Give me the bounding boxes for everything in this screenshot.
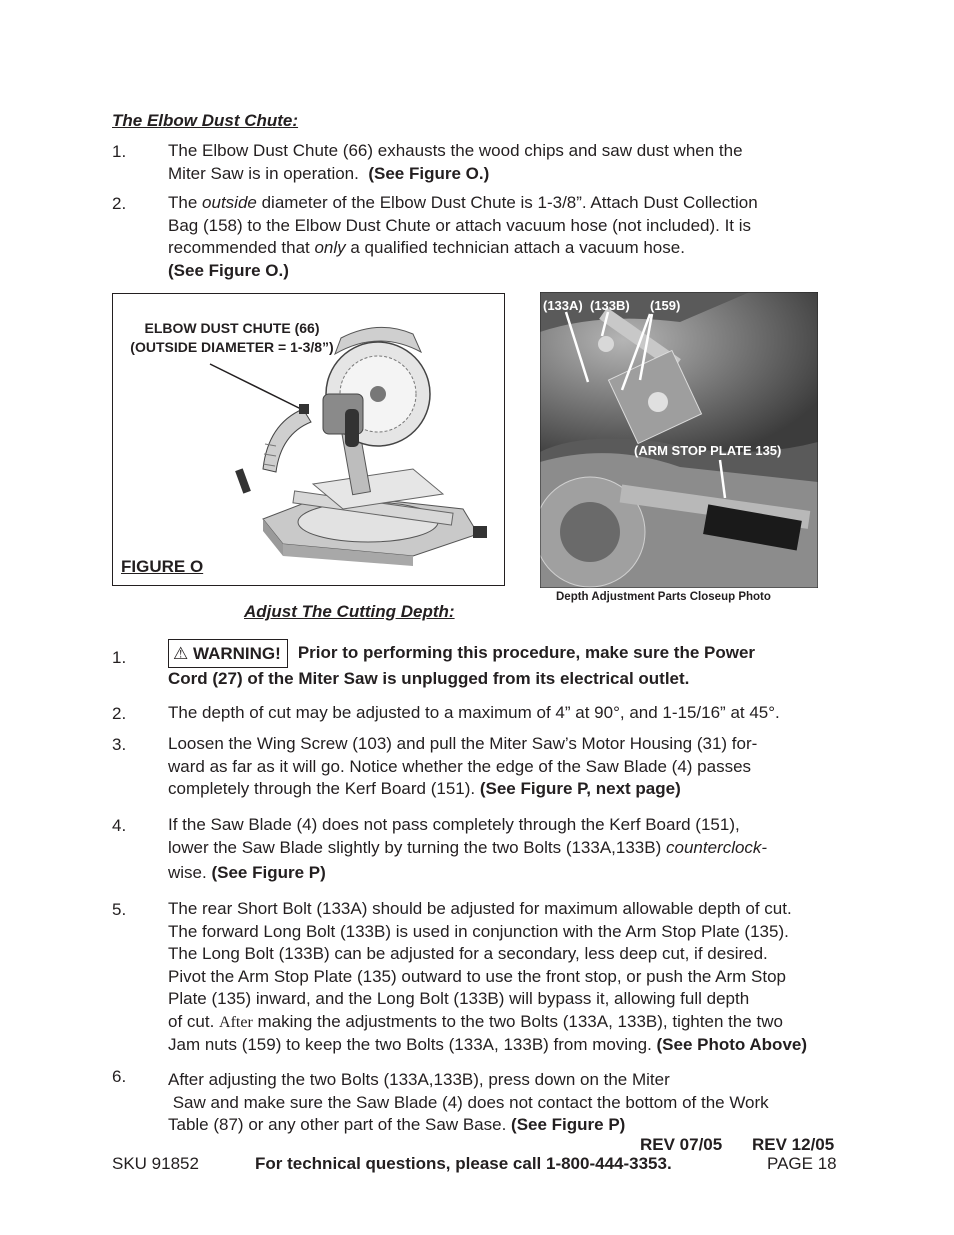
list-item-text xyxy=(168,733,878,801)
emphasis: counterclock- xyxy=(666,837,768,857)
tech-support-line: For technical questions, please call 1-800-444-3353. xyxy=(255,1154,672,1173)
text-segment: diameter of the Elbow Dust Chute is 1-3/8”. Attach Dust Collection xyxy=(256,193,758,212)
figure-reference: (See Figure P, next page) xyxy=(479,779,681,798)
text-line: ward as far as it will go. Notice whether the edge of the Saw Blade (4) passes xyxy=(168,756,752,776)
list-number: 4. xyxy=(112,816,127,835)
list-item-text xyxy=(168,814,878,885)
figure-reference: (See Figure P) xyxy=(511,1115,626,1134)
photo-caption: Depth Adjustment Parts Closeup Photo xyxy=(556,591,771,603)
list-item-text xyxy=(168,702,878,725)
revision-1: REV 07/05 xyxy=(640,1135,723,1154)
text-segment: Miter Saw is in operation. xyxy=(168,163,359,183)
list-number: 2. xyxy=(112,704,127,723)
text-segment: After xyxy=(219,1013,253,1031)
warning-text: Prior to performing this procedure, make sure the Power xyxy=(297,643,756,662)
text-line xyxy=(168,1011,878,1035)
list-item-text xyxy=(168,140,878,185)
text-line xyxy=(168,1114,878,1137)
figure-reference: (See Figure O.) xyxy=(368,163,490,183)
text-line: The rear Short Bolt (133A) should be adjusted for maximum allowable depth of cut. xyxy=(168,899,792,918)
text-line xyxy=(168,163,878,186)
list-number: 2. xyxy=(112,194,127,213)
list-item-text xyxy=(168,192,878,282)
figure-reference: (See Figure O.) xyxy=(168,260,289,280)
figure-o-caption: FIGURE O xyxy=(121,557,204,576)
text-segment: of cut. xyxy=(168,1011,220,1031)
text-segment: wise. xyxy=(168,863,212,882)
text-segment: recommended that xyxy=(168,238,315,257)
photo-label-133b: (133B) xyxy=(590,298,630,313)
text-line: Saw and make sure the Saw Blade (4) does not contact the bottom of the Work xyxy=(168,1092,769,1112)
text-line: Pivot the Arm Stop Plate (135) outward to use the front stop, or push the Arm Stop xyxy=(168,966,787,986)
section-heading-elbow-dust-chute: The Elbow Dust Chute: xyxy=(112,111,299,130)
figure-o-box xyxy=(112,293,505,586)
photo-reference: (See Photo Above) xyxy=(656,1035,808,1054)
warning-triangle-icon: ⚠ xyxy=(173,644,189,664)
text-segment: lower the Saw Blade slightly by turning the two Bolts (133A,133B) xyxy=(168,837,666,857)
text-line: If the Saw Blade (4) does not pass completely through the Kerf Board (151), xyxy=(168,815,740,834)
text-line: Loosen the Wing Screw (103) and pull the Miter Saw’s Motor Housing (31) for- xyxy=(168,734,758,753)
text-segment: completely through the Kerf Board (151). xyxy=(168,779,480,798)
depth-adjustment-photo xyxy=(540,292,818,588)
text-line xyxy=(168,778,878,801)
text-segment: Jam nuts (159) to keep the two Bolts (133A, 133B) from moving. xyxy=(168,1035,657,1054)
text-line: The forward Long Bolt (133B) is used in conjunction with the Arm Stop Plate (135). xyxy=(168,921,789,941)
list-number: 3. xyxy=(112,735,127,754)
photo-label-159: (159) xyxy=(650,298,681,313)
photo-label-133a: (133A) xyxy=(543,298,583,313)
list-item-text xyxy=(168,898,878,1057)
list-number: 6. xyxy=(112,1067,127,1086)
text-line: Plate (135) inward, and the Long Bolt (133B) will bypass it, allowing full depth xyxy=(168,989,750,1008)
list-number: 5. xyxy=(112,900,127,919)
section-heading-adjust-cutting-depth: Adjust The Cutting Depth: xyxy=(244,602,455,621)
text-line xyxy=(168,862,878,885)
label-line: (OUTSIDE DIAMETER = 1-3/8”) xyxy=(130,339,334,355)
text-line xyxy=(168,1034,878,1057)
photo-label-arm-stop-plate: (ARM STOP PLATE 135) xyxy=(634,443,782,458)
text-line: After adjusting the two Bolts (133A,133B), press down on the Miter xyxy=(168,1070,670,1089)
revision-2: REV 12/05 xyxy=(752,1135,835,1154)
emphasis: outside xyxy=(202,193,257,212)
list-item-text xyxy=(168,1069,878,1137)
text-line: The Long Bolt (133B) can be adjusted for a secondary, less deep cut, if desired. xyxy=(168,944,768,963)
photo-image xyxy=(540,292,818,588)
text-line: The Elbow Dust Chute (66) exhausts the wood chips and saw dust when the xyxy=(168,141,743,160)
label-line: ELBOW DUST CHUTE (66) xyxy=(144,320,320,336)
text-segment: a qualified technician attach a vacuum hose. xyxy=(345,238,685,257)
figure-reference: (See Figure P) xyxy=(211,863,326,882)
page-number: PAGE 18 xyxy=(767,1154,837,1173)
miter-saw-illustration xyxy=(113,294,503,584)
text-line xyxy=(168,638,878,668)
warning-item xyxy=(168,638,878,691)
sku-number: SKU 91852 xyxy=(112,1154,199,1173)
text-line xyxy=(168,192,878,215)
warning-label: WARNING! xyxy=(192,644,281,664)
emphasis: only xyxy=(314,238,346,257)
text-line xyxy=(168,260,878,283)
text-line: Bag (158) to the Elbow Dust Chute or attach vacuum hose (not included). It is xyxy=(168,215,752,235)
text-line: Cord (27) of the Miter Saw is unplugged from its electrical outlet. xyxy=(168,669,690,688)
text-segment: making the adjustments to the two Bolts (133A, 133B), tighten the two xyxy=(252,1011,783,1031)
list-number: 1. xyxy=(112,648,127,667)
list-number: 1. xyxy=(112,142,127,161)
text-line xyxy=(168,237,878,260)
text-segment: Table (87) or any other part of the Saw Base. xyxy=(168,1115,512,1134)
warning-badge xyxy=(168,639,288,668)
text-line xyxy=(168,837,878,860)
text-segment: The xyxy=(168,193,203,212)
text-line: The depth of cut may be adjusted to a maximum of 4” at 90°, and 1-15/16” at 45°. xyxy=(168,703,780,722)
